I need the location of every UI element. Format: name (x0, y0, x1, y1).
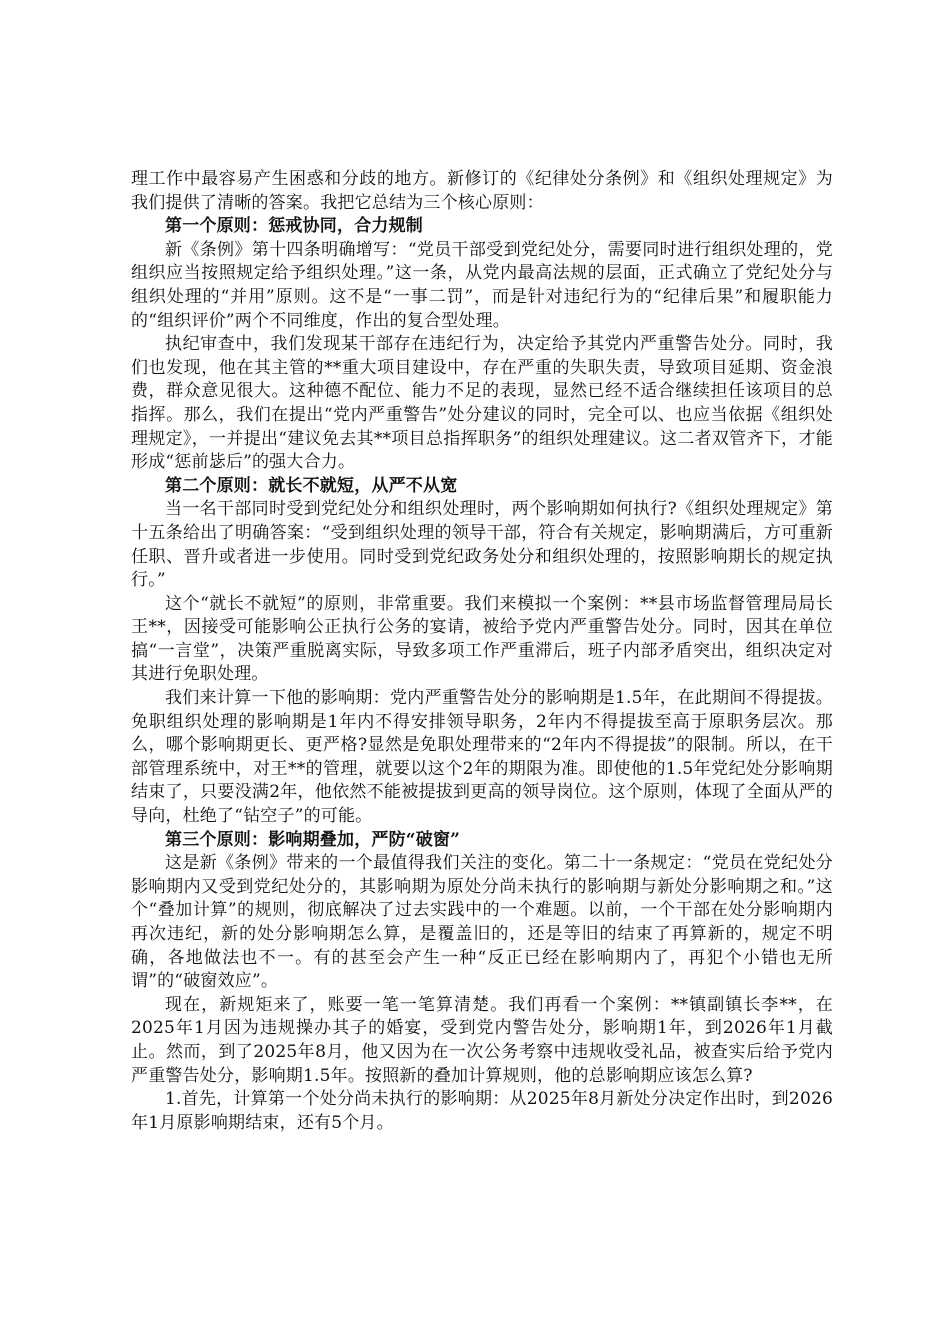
principle-1-paragraph-1: 新《条例》第十四条明确增写：“党员干部受到党纪处分，需要同时进行组织处理的，党组织应当按照规定给予组织处理。”这一条，从党内最高法规的层面，正式确立了党纪处分与组织处理的“并用”原则。这不是“一事二罚”，而是针对违纪行为的“纪律后果”和履职能力的“组织评价”两个不同维度，作出的复合型处理。 (131, 239, 833, 331)
principle-1-heading: 第一个原则：惩戒协同，合力规制 (165, 216, 423, 237)
principle-2-paragraph-1: 当一名干部同时受到党纪处分和组织处理时，两个影响期如何执行?《组织处理规定》第十五条给出了明确答案：“受到组织处理的领导干部，符合有关规定，影响期满后，方可重新任职、晋升或者进一步使用。同时受到党纪政务处分和组织处理的，按照影响期长的规定执行。” (131, 499, 833, 591)
principle-1-paragraph-2: 执纪审查中，我们发现某干部存在违纪行为，决定给予其党内严重警告处分。同时，我们也发现，他在其主管的**重大项目建设中，存在严重的失职失责，导致项目延期、资金浪费，群众意见很大。这种德不配位、能力不足的表现，显然已经不适合继续担任该项目的总指挥。那么，我们在提出“党内严重警告”处分建议的同时，完全可以、也应当依据《组织处理规定》，一并提出“建议免去其**项目总指挥职务”的组织处理建议。这二者双管齐下，才能形成“惩前毖后”的强大合力。 (131, 334, 833, 473)
principle-3-paragraph-3: 1.首先，计算第一个处分尚未执行的影响期：从2025年8月新处分决定作出时，到2026年1月原影响期结束，还有5个月。 (131, 1089, 833, 1133)
principle-3-paragraph-1: 这是新《条例》带来的一个最值得我们关注的变化。第二十一条规定：“党员在党纪处分影响期内又受到党纪处分的，其影响期为原处分尚未执行的影响期与新处分影响期之和。”这个“叠加计算”的规则，彻底解决了过去实践中的一个难题。以前，一个干部在处分影响期内再次违纪，新的处分影响期怎么算，是覆盖旧的，还是等旧的结束了再算新的，规定不明确，各地做法也不一。有的甚至会产生一种“反正已经在影响期内了，再犯个小错也无所谓”的“破窗效应”。 (131, 853, 833, 992)
principle-3-paragraph-2: 现在，新规矩来了，账要一笔一笔算清楚。我们再看一个案例：**镇副镇长李**，在2025年1月因为违规操办其子的婚宴，受到党内警告处分，影响期1年，到2026年1月截止。然而，到了2025年8月，他又因为在一次公务考察中违规收受礼品，被查实后给予党内严重警告处分，影响期1.5年。按照新的叠加计算规则，他的总影响期应该怎么算? (131, 994, 833, 1086)
principle-2-heading: 第二个原则：就长不就短，从严不从宽 (165, 475, 458, 496)
principle-2-paragraph-2: 这个“就长不就短”的原则，非常重要。我们来模拟一个案例：**县市场监督管理局局长王**，因接受可能影响公正执行公务的宴请，被给予党内严重警告处分。同时，因其在单位搞“一言堂”，决策严重脱离实际，导致多项工作严重滞后，班子内部矛盾突出，组织决定对其进行免职处理。 (131, 593, 833, 685)
principle-2-paragraph-3: 我们来计算一下他的影响期：党内严重警告处分的影响期是1.5年，在此期间不得提拔。免职组织处理的影响期是1年内不得安排领导职务，2年内不得提拔至高于原职务层次。那么，哪个影响期更长、更严格?显然是免职处理带来的“2年内不得提拔”的限制。所以，在干部管理系统中，对王**的管理，就要以这个2年的期限为准。即使他的1.5年党纪处分影响期结束了，只要没满2年，他依然不能被提拔到更高的领导岗位。这个原则，体现了全面从严的导向，杜绝了“钻空子”的可能。 (131, 688, 833, 827)
principle-3-heading: 第三个原则：影响期叠加，严防“破窗” (165, 829, 461, 850)
intro-paragraph: 理工作中最容易产生困惑和分歧的地方。新修订的《纪律处分条例》和《组织处理规定》为我们提供了清晰的答案。我把它总结为三个核心原则： (131, 169, 833, 213)
document-body (131, 168, 833, 1135)
